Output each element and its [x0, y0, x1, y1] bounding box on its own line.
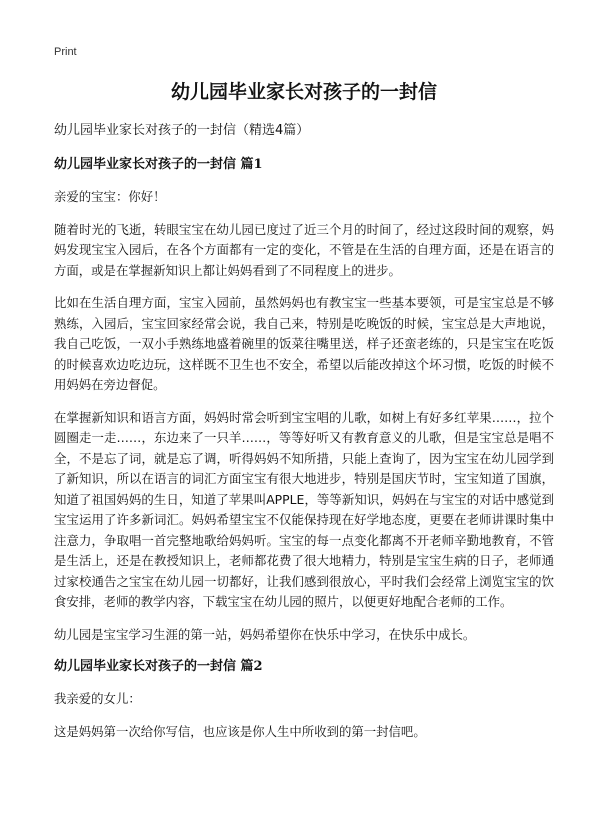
letter-section-2 [54, 657, 554, 742]
closing-paragraph: 幼儿园是宝宝学习生涯的第一站，妈妈希望你在快乐中学习，在快乐中成长。 [54, 626, 476, 642]
body-paragraph: 在掌握新知识和语言方面，妈妈时常会听到宝宝唱的儿歌，如树上有好多红苹果……，拉个圆圈走一走……，东边来了一只羊……，等等好听又有教育意义的儿歌，但是宝宝总是唱不全，不是忘了词，就是忘了调，听得妈妈不知所措，只能上查询了，因为宝宝在幼儿园学到了新知识，所以在语言的词汇方面宝宝有很大地进步，特别是国庆节时，宝宝知道了国旗，知道了祖国妈妈的生日，知道了苹果叫APPLE，等等新知识，妈妈在与宝宝的对话中感觉到宝宝运用了许多新词汇。妈妈希望宝宝不仅能保持现在好学地态度，更要在老师讲课时集中注意力，争取唱一首完整地歌给妈妈听。宝宝的每一点变化都离不开老师辛勤地教育，不管是生活上，还是在教授知识上，老师都花费了很大地精力，特别是宝宝生病的日子，老师通过家校通告之宝宝在幼儿园一切都好，让我们感到很放心，平时我们会经常上浏览宝宝的饮食安排，老师的教学内容，下载宝宝在幼儿园的照片，以便更好地配合老师的工作。 [54, 409, 554, 609]
greeting-paragraph: 我亲爱的女儿： [54, 691, 141, 706]
section-heading: 幼儿园毕业家长对孩子的一封信 篇1 [54, 157, 263, 172]
document-subtitle: 幼儿园毕业家长对孩子的一封信（精选4篇） [54, 123, 310, 138]
body-paragraph: 比如在生活自理方面，宝宝入园前，虽然妈妈也有教宝宝一些基本要领，可是宝宝总是不够熟练，入园后，宝宝回家经常会说，我自己来，特别是吃晚饭的时候，宝宝总是大声地说，我自己吃饭，一双小手熟练地盛着碗里的饭菜往嘴里送，样子还蛮老练的，只是宝宝在吃饭的时候喜欢边吃边玩，这样既不卫生也不安全，希望以后能改掉这个坏习惯，吃饭的时候不用妈妈在旁边督促。 [54, 295, 554, 392]
document-title: 幼儿园毕业家长对孩子的一封信 [170, 81, 437, 103]
greeting-paragraph: 亲爱的宝宝：你好！ [54, 189, 166, 204]
section-heading: 幼儿园毕业家长对孩子的一封信 篇2 [54, 659, 263, 674]
letter-section-1 [54, 155, 554, 645]
print-label: Print [54, 46, 77, 58]
body-paragraph: 随着时光的飞逝，转眼宝宝在幼儿园已度过了近三个月的时间了，经过这段时间的观察，妈妈发现宝宝入园后，在各个方面都有一定的变化，不管是在生活的自理方面，还是在语言的方面，或是在掌握新知识上都让妈妈看到了不同程度上的进步。 [54, 221, 554, 278]
body-paragraph: 这是妈妈第一次给你写信，也应该是你人生中所收到的第一封信吧。 [54, 723, 426, 739]
